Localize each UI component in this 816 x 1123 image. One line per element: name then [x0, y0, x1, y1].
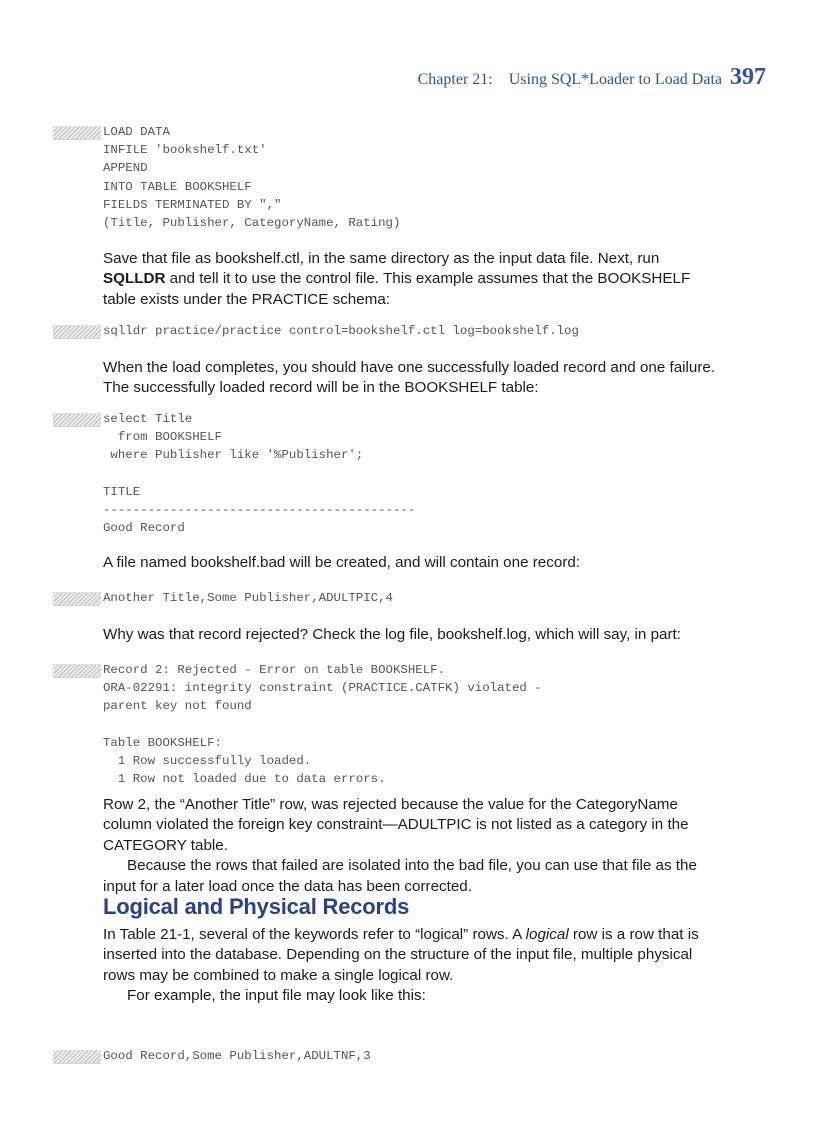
page-number: 397 [730, 64, 766, 90]
code-block-select-query [103, 410, 723, 537]
code-line: Good Record [103, 521, 185, 536]
section-heading-block [103, 894, 723, 920]
code-line: from BOOKSHELF [103, 430, 222, 445]
code-line: FIELDS TERMINATED BY "," [103, 197, 282, 212]
body-text: For example, the input file may look like this: [127, 987, 426, 1005]
code-line: where Publisher like '%Publisher'; [103, 448, 364, 463]
code-line: ------------------------------------------ [103, 503, 416, 517]
code-listing [103, 123, 723, 232]
code-line: Good Record,Some Publisher,ADULTNF,3 [103, 1049, 371, 1063]
code-listing [103, 322, 723, 340]
chapter-title: Chapter 21: Using SQL*Loader to Load Data [417, 71, 722, 88]
paragraph-bad-file [103, 553, 723, 573]
code-line: select Title [103, 412, 193, 426]
body-text: When the load completes, you should have one successfully loaded record and one failure. The successfully loaded record will be in the BOOKSHELF table: [103, 359, 716, 397]
code-line: Table BOOKSHELF: [103, 735, 222, 750]
body-text: Save that file as bookshelf.ctl, in the same directory as the input data file. Next, run SQLLDR and tell it to use the control file. This example assumes that the BOOKSHELF table exists under the PRACTICE schema: [103, 250, 691, 308]
code-line [103, 716, 723, 734]
paragraph-logical-rows [103, 925, 723, 1007]
code-block-bad-record [103, 589, 723, 607]
code-marker-graphic [53, 1050, 101, 1064]
body-text: Row 2, the “Another Title” row, was rejected because the value for the CategoryName column violated the foreign key constraint—ADULTPIC is not listed as a category in the CATEGORY table. [103, 796, 689, 854]
code-block-control-file [103, 123, 723, 232]
code-line: (Title, Publisher, CategoryName, Rating) [103, 216, 401, 231]
code-block-sqlldr-command [103, 322, 723, 340]
code-line: 1 Row not loaded due to data errors. [103, 772, 386, 787]
code-marker-graphic [53, 592, 101, 606]
code-line: INFILE 'bookshelf.txt' [103, 143, 267, 158]
paragraph-row-rejected [103, 795, 723, 897]
code-line: INTO TABLE BOOKSHELF [103, 179, 252, 194]
body-text: In Table 21-1, several of the keywords refer to “logical” rows. A logical row is a row that is inserted into the database. Depending on the structure of the input file, multiple physical rows may be combined to make a single logical row. [103, 926, 699, 984]
code-listing [103, 410, 723, 537]
body-text: A file named bookshelf.bad will be created, and will contain one record: [103, 554, 581, 571]
code-marker-graphic [53, 325, 101, 339]
code-line: LOAD DATA [103, 125, 170, 139]
code-listing [103, 661, 723, 788]
code-line: sqlldr practice/practice control=bookshelf.ctl log=bookshelf.log [103, 324, 579, 338]
code-block-input-file [103, 1047, 723, 1065]
code-line: 1 Row successfully loaded. [103, 754, 312, 768]
paragraph-load-completes [103, 358, 723, 399]
code-line: parent key not found [103, 699, 252, 714]
code-line: Another Title,Some Publisher,ADULTPIC,4 [103, 591, 393, 605]
running-header [418, 64, 766, 91]
code-marker-graphic [53, 664, 101, 678]
code-listing [103, 1047, 723, 1065]
code-line: TITLE [103, 484, 141, 499]
code-line: APPEND [103, 161, 148, 176]
code-line: ORA-02291: integrity constraint (PRACTICE.CATFK) violated - [103, 681, 542, 696]
body-text: Why was that record rejected? Check the log file, bookshelf.log, which will say, in part: [103, 626, 681, 643]
paragraph-save-control-file [103, 249, 723, 310]
section-heading: Logical and Physical Records [103, 894, 410, 919]
code-marker-graphic [53, 126, 101, 140]
emphasis: logical [525, 926, 569, 943]
code-line [103, 465, 723, 483]
code-marker-graphic [53, 413, 101, 427]
code-listing [103, 589, 723, 607]
command-name: SQLLDR [103, 270, 166, 288]
code-block-log-output [103, 661, 723, 788]
paragraph-why-rejected [103, 625, 723, 645]
body-text: Because the rows that failed are isolated into the bad file, you can use that file as the input for a later load once the data has been corrected. [103, 857, 697, 895]
code-line: Record 2: Rejected - Error on table BOOKSHELF. [103, 663, 446, 677]
